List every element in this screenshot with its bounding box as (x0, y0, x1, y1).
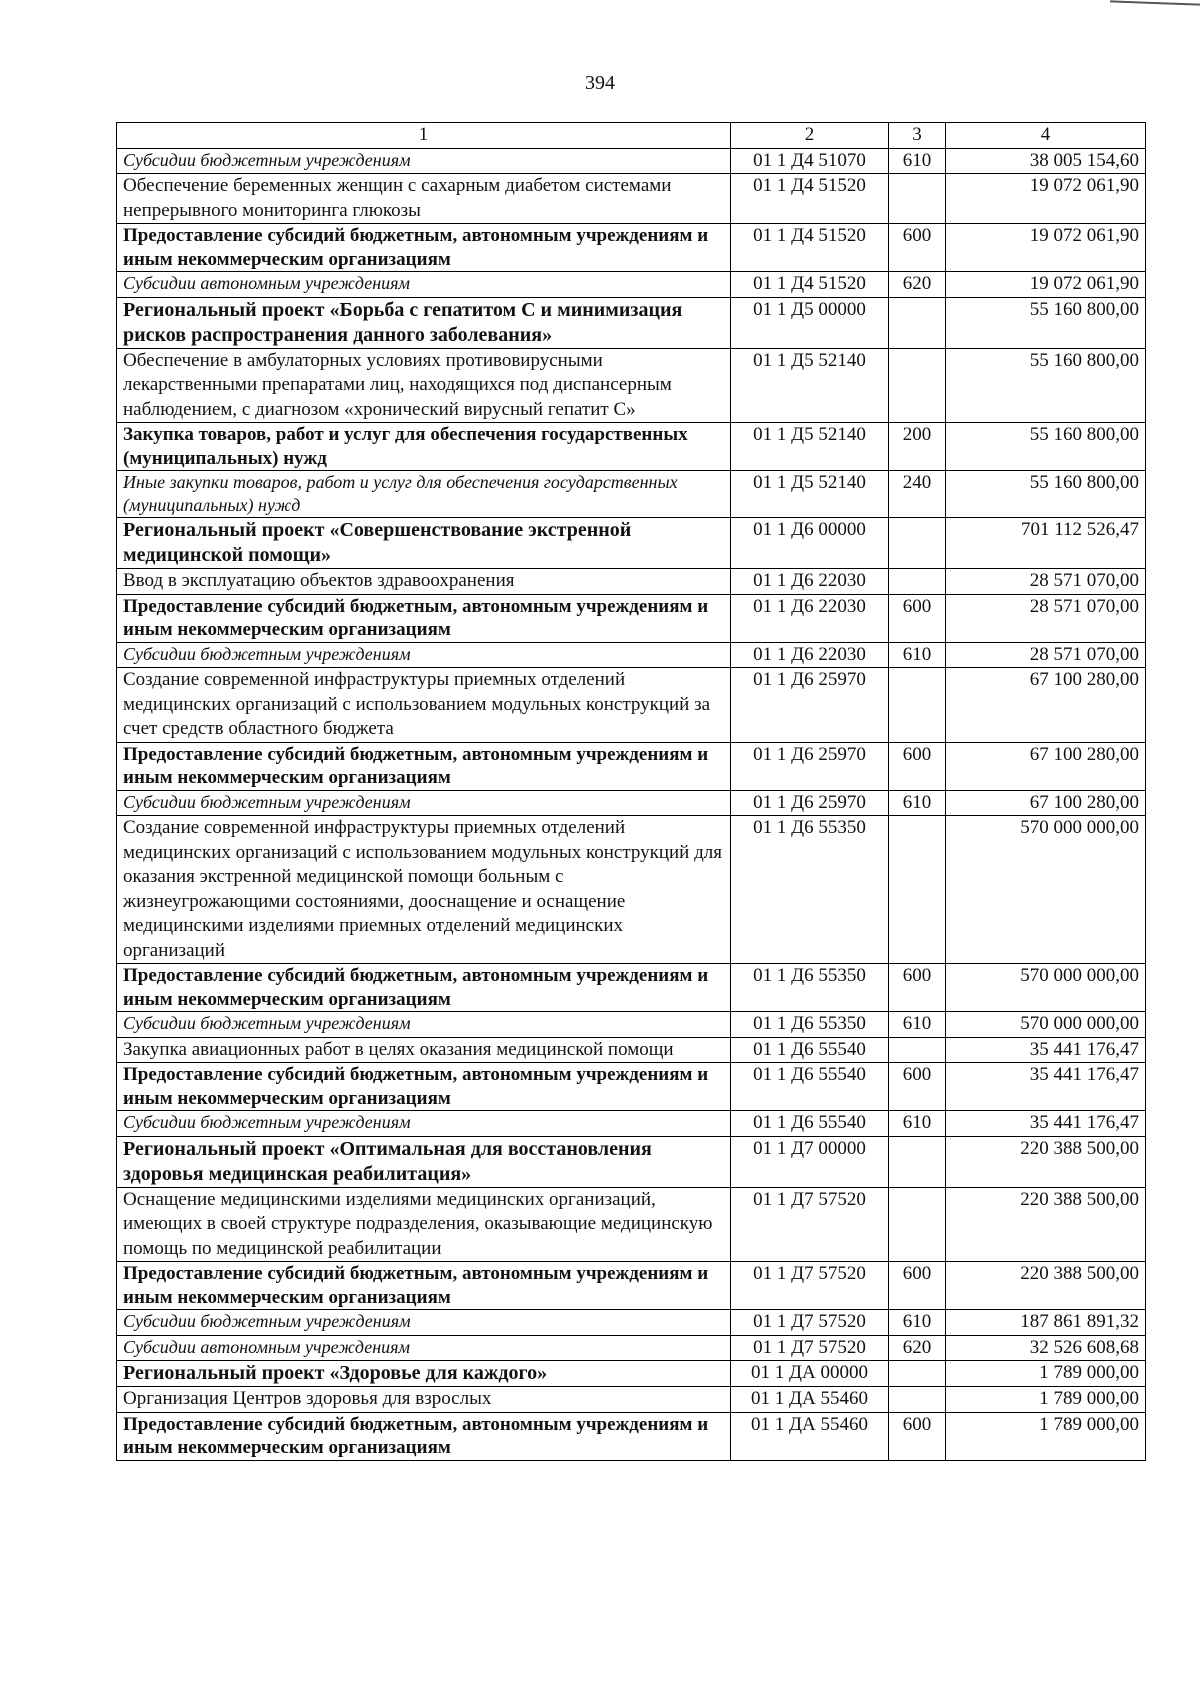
row-expense-type: 610 (889, 148, 946, 174)
row-expense-type: 600 (889, 1262, 946, 1310)
row-expense-type: 610 (889, 1111, 946, 1137)
row-expense-type (889, 1187, 946, 1262)
row-target-code: 01 1 Д6 55350 (731, 964, 889, 1012)
row-target-code: 01 1 Д6 55350 (731, 816, 889, 964)
row-expense-type (889, 668, 946, 743)
row-amount: 55 160 800,00 (946, 423, 1146, 471)
row-amount: 701 112 526,47 (946, 518, 1146, 569)
table-row (117, 148, 1146, 174)
row-expense-type: 610 (889, 1012, 946, 1038)
row-amount: 28 571 070,00 (946, 569, 1146, 595)
table-row (117, 569, 1146, 595)
row-description: Иные закупки товаров, работ и услуг для обеспечения государственных (муниципальных) нужд (117, 471, 731, 518)
row-description: Закупка авиационных работ в целях оказания медицинской помощи (117, 1037, 731, 1063)
row-amount: 67 100 280,00 (946, 742, 1146, 790)
table-row (117, 816, 1146, 964)
row-expense-type: 600 (889, 964, 946, 1012)
row-amount: 570 000 000,00 (946, 816, 1146, 964)
table-row (117, 1310, 1146, 1336)
row-description: Ввод в эксплуатацию объектов здравоохранения (117, 569, 731, 595)
table-row (117, 1111, 1146, 1137)
row-expense-type (889, 348, 946, 423)
table-row (117, 471, 1146, 518)
table-row (117, 790, 1146, 816)
row-expense-type: 600 (889, 224, 946, 272)
row-target-code: 01 1 Д5 52140 (731, 471, 889, 518)
row-description: Субсидии бюджетным учреждениям (117, 1111, 731, 1137)
row-expense-type: 610 (889, 790, 946, 816)
row-amount: 570 000 000,00 (946, 964, 1146, 1012)
row-target-code: 01 1 Д7 57520 (731, 1335, 889, 1361)
table-row (117, 1187, 1146, 1262)
row-amount: 55 160 800,00 (946, 297, 1146, 348)
row-description: Субсидии автономным учреждениям (117, 1335, 731, 1361)
table-row (117, 742, 1146, 790)
row-target-code: 01 1 Д6 25970 (731, 668, 889, 743)
row-description: Субсидии автономным учреждениям (117, 272, 731, 298)
table-row (117, 348, 1146, 423)
row-description: Субсидии бюджетным учреждениям (117, 790, 731, 816)
row-target-code: 01 1 Д7 57520 (731, 1187, 889, 1262)
page-number: 394 (585, 72, 615, 94)
row-description: Создание современной инфраструктуры приемных отделений медицинских организаций с использованием модульных конструкций для оказания экстренной медицинской помощи больным с жизнеугрожающими состояниями, дооснащение и оснащение медицинскими изделиями приемных отделений медицинских организаций (117, 816, 731, 964)
row-description: Региональный проект «Оптимальная для восстановления здоровья медицинская реабилитация» (117, 1136, 731, 1187)
row-amount: 19 072 061,90 (946, 174, 1146, 224)
row-target-code: 01 1 Д6 22030 (731, 642, 889, 668)
row-expense-type: 610 (889, 1310, 946, 1336)
table-row (117, 1262, 1146, 1310)
row-amount: 220 388 500,00 (946, 1187, 1146, 1262)
row-target-code: 01 1 Д6 55540 (731, 1063, 889, 1111)
row-target-code: 01 1 ДА 55460 (731, 1412, 889, 1460)
row-description: Предоставление субсидий бюджетным, автономным учреждениям и иным некоммерческим организациям (117, 742, 731, 790)
row-target-code: 01 1 Д4 51520 (731, 174, 889, 224)
row-expense-type: 610 (889, 642, 946, 668)
row-description: Региональный проект «Борьба с гепатитом С и минимизация рисков распространения данного заболевания» (117, 297, 731, 348)
row-amount: 67 100 280,00 (946, 668, 1146, 743)
row-target-code: 01 1 Д4 51520 (731, 272, 889, 298)
row-description: Предоставление субсидий бюджетным, автономным учреждениям и иным некоммерческим организациям (117, 224, 731, 272)
table-row (117, 642, 1146, 668)
table-row (117, 594, 1146, 642)
row-expense-type: 600 (889, 594, 946, 642)
row-description: Субсидии бюджетным учреждениям (117, 1012, 731, 1038)
row-description: Обеспечение беременных женщин с сахарным диабетом системами непрерывного мониторинга глюкозы (117, 174, 731, 224)
row-description: Создание современной инфраструктуры приемных отделений медицинских организаций с использованием модульных конструкций за счет средств областного бюджета (117, 668, 731, 743)
budget-table (116, 122, 1146, 1461)
row-amount: 19 072 061,90 (946, 272, 1146, 298)
row-description: Региональный проект «Здоровье для каждого» (117, 1361, 731, 1387)
row-amount: 220 388 500,00 (946, 1262, 1146, 1310)
row-description: Предоставление субсидий бюджетным, автономным учреждениям и иным некоммерческим организациям (117, 1262, 731, 1310)
row-expense-type: 600 (889, 742, 946, 790)
table-row (117, 668, 1146, 743)
row-target-code: 01 1 Д6 25970 (731, 742, 889, 790)
row-expense-type (889, 174, 946, 224)
row-description: Субсидии бюджетным учреждениям (117, 642, 731, 668)
row-target-code: 01 1 Д7 57520 (731, 1310, 889, 1336)
column-header-3: 3 (889, 123, 946, 149)
table-row (117, 964, 1146, 1012)
row-amount: 570 000 000,00 (946, 1012, 1146, 1038)
row-amount: 67 100 280,00 (946, 790, 1146, 816)
row-amount: 1 789 000,00 (946, 1412, 1146, 1460)
row-target-code: 01 1 ДА 00000 (731, 1361, 889, 1387)
row-target-code: 01 1 Д5 00000 (731, 297, 889, 348)
row-expense-type (889, 518, 946, 569)
column-header-1: 1 (117, 123, 731, 149)
row-target-code: 01 1 Д4 51070 (731, 148, 889, 174)
row-target-code: 01 1 Д6 00000 (731, 518, 889, 569)
row-description: Предоставление субсидий бюджетным, автономным учреждениям и иным некоммерческим организациям (117, 594, 731, 642)
table-row (117, 518, 1146, 569)
row-target-code: 01 1 Д6 55540 (731, 1037, 889, 1063)
row-expense-type (889, 1387, 946, 1413)
row-expense-type: 240 (889, 471, 946, 518)
row-description: Предоставление субсидий бюджетным, автономным учреждениям и иным некоммерческим организациям (117, 1063, 731, 1111)
table-row (117, 1136, 1146, 1187)
row-amount: 55 160 800,00 (946, 471, 1146, 518)
row-target-code: 01 1 Д6 25970 (731, 790, 889, 816)
table-row (117, 272, 1146, 298)
row-target-code: 01 1 Д7 00000 (731, 1136, 889, 1187)
row-description: Оснащение медицинскими изделиями медицинских организаций, имеющих в своей структуре подразделения, оказывающие медицинскую помощь по медицинской реабилитации (117, 1187, 731, 1262)
row-expense-type (889, 1136, 946, 1187)
row-description: Организация Центров здоровья для взрослых (117, 1387, 731, 1413)
row-amount: 55 160 800,00 (946, 348, 1146, 423)
row-description: Обеспечение в амбулаторных условиях противовирусными лекарственными препаратами лиц, находящихся под диспансерным наблюдением, с диагнозом «хронический вирусный гепатит С» (117, 348, 731, 423)
row-amount: 220 388 500,00 (946, 1136, 1146, 1187)
table-row (117, 1361, 1146, 1387)
row-expense-type: 200 (889, 423, 946, 471)
row-amount: 19 072 061,90 (946, 224, 1146, 272)
row-expense-type (889, 297, 946, 348)
row-expense-type: 600 (889, 1412, 946, 1460)
row-expense-type (889, 569, 946, 595)
row-expense-type (889, 1361, 946, 1387)
row-target-code: 01 1 Д4 51520 (731, 224, 889, 272)
row-expense-type (889, 1037, 946, 1063)
row-description: Предоставление субсидий бюджетным, автономным учреждениям и иным некоммерческим организациям (117, 1412, 731, 1460)
table-row (117, 1037, 1146, 1063)
row-target-code: 01 1 Д7 57520 (731, 1262, 889, 1310)
row-target-code: 01 1 Д5 52140 (731, 423, 889, 471)
table-header-row (117, 123, 1146, 149)
row-description: Региональный проект «Совершенствование экстренной медицинской помощи» (117, 518, 731, 569)
column-header-4: 4 (946, 123, 1146, 149)
table-row (117, 1012, 1146, 1038)
row-amount: 28 571 070,00 (946, 642, 1146, 668)
row-amount: 187 861 891,32 (946, 1310, 1146, 1336)
scan-edge-line (1110, 0, 1200, 5)
row-amount: 1 789 000,00 (946, 1387, 1146, 1413)
column-header-2: 2 (731, 123, 889, 149)
table-row (117, 1387, 1146, 1413)
row-amount: 35 441 176,47 (946, 1063, 1146, 1111)
table-row (117, 1335, 1146, 1361)
row-amount: 32 526 608,68 (946, 1335, 1146, 1361)
table-row (117, 297, 1146, 348)
table-row (117, 1412, 1146, 1460)
row-target-code: 01 1 Д5 52140 (731, 348, 889, 423)
row-amount: 1 789 000,00 (946, 1361, 1146, 1387)
row-amount: 35 441 176,47 (946, 1037, 1146, 1063)
row-amount: 35 441 176,47 (946, 1111, 1146, 1137)
row-description: Предоставление субсидий бюджетным, автономным учреждениям и иным некоммерческим организациям (117, 964, 731, 1012)
row-description: Субсидии бюджетным учреждениям (117, 1310, 731, 1336)
table-row (117, 224, 1146, 272)
table-body (117, 148, 1146, 1460)
row-expense-type: 600 (889, 1063, 946, 1111)
row-amount: 28 571 070,00 (946, 594, 1146, 642)
row-amount: 38 005 154,60 (946, 148, 1146, 174)
row-expense-type (889, 816, 946, 964)
table-row (117, 423, 1146, 471)
row-target-code: 01 1 Д6 55350 (731, 1012, 889, 1038)
row-target-code: 01 1 Д6 22030 (731, 594, 889, 642)
table-row (117, 174, 1146, 224)
row-description: Закупка товаров, работ и услуг для обеспечения государственных (муниципальных) нужд (117, 423, 731, 471)
table-row (117, 1063, 1146, 1111)
row-expense-type: 620 (889, 1335, 946, 1361)
row-expense-type: 620 (889, 272, 946, 298)
row-target-code: 01 1 ДА 55460 (731, 1387, 889, 1413)
row-target-code: 01 1 Д6 55540 (731, 1111, 889, 1137)
row-target-code: 01 1 Д6 22030 (731, 569, 889, 595)
row-description: Субсидии бюджетным учреждениям (117, 148, 731, 174)
